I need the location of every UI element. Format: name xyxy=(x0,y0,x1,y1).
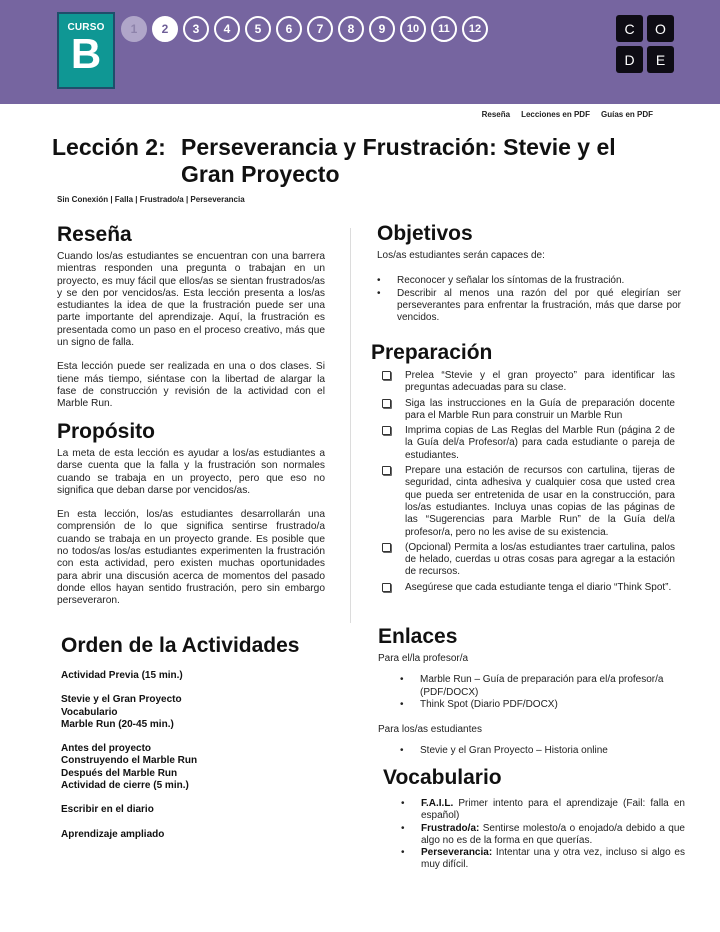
header-banner xyxy=(0,0,720,104)
vocabulario-heading: Vocabulario xyxy=(383,766,502,789)
logo-letter-e: E xyxy=(647,46,674,73)
activity-item[interactable]: Después del Marble Run xyxy=(61,767,178,779)
vocab-term: F.A.I.L. xyxy=(421,798,454,809)
prep-item: Siga las instrucciones en la Guía de preparación docente para el Marble Run para construir un Marble Run xyxy=(405,398,675,423)
lesson-2-button[interactable]: 2 xyxy=(152,16,178,42)
link-guias-pdf[interactable]: Guías en PDF xyxy=(600,110,653,119)
objetivos-list xyxy=(377,275,681,324)
vocab-term: Frustrado/a: xyxy=(421,822,480,834)
objetivos-section xyxy=(377,222,681,324)
orden-heading: Orden de la Actividades xyxy=(61,634,300,657)
lesson-12-button[interactable]: 12 xyxy=(462,16,488,42)
activity-item[interactable]: Aprendizaje ampliado xyxy=(61,828,165,840)
student-links-list xyxy=(378,745,688,757)
enlaces-heading: Enlaces xyxy=(378,625,458,648)
teacher-link[interactable]: • Think Spot (Diario PDF/DOCX) xyxy=(420,699,688,711)
activity-item[interactable]: Construyendo el Marble Run xyxy=(61,755,198,767)
course-label: CURSO xyxy=(67,22,105,33)
checkbox-icon[interactable] xyxy=(382,543,391,552)
lesson-navigation xyxy=(121,16,488,42)
prep-item: Prepare una estación de recursos con cartulina, tijeras de seguridad, cinta adhesiva y cualquier cosa que usted crea que pueda ser entretenida de usar en la construcción, para los/as estudiantes. Incluya unas copias de las páginas de las “Sugerencias para Marble Run” de la Guía del/a profesor/a, pero no les avise de su existencia. xyxy=(405,465,675,539)
activity-group xyxy=(61,829,329,841)
lesson-5-button[interactable]: 5 xyxy=(245,16,271,42)
checkbox-icon[interactable] xyxy=(382,583,391,592)
resena-heading: Reseña xyxy=(57,223,132,246)
lesson-8-button[interactable]: 8 xyxy=(338,16,364,42)
lesson-9-button[interactable]: 9 xyxy=(369,16,395,42)
preparacion-section xyxy=(371,341,675,597)
logo-letter-o: O xyxy=(647,15,674,42)
lesson-6-button[interactable]: 6 xyxy=(276,16,302,42)
activity-item[interactable]: Actividad de cierre (5 min.) xyxy=(61,780,189,792)
vocabulario-list xyxy=(383,798,685,872)
proposito-paragraph: En esta lección, los/as estudiantes desarrollarán una comprensión de lo que significa sentirse frustrado/a cuando se trabaja en un proyecto grande. Es posible que no todos/as los/as estudiantes experimenten la frustración con esta actividad, pero existen muchas oportunidades para abrir una discusión acerca de momentos del pasado donde ellos hayan sentido frustración, pero sin embargo perseveraron. xyxy=(57,509,325,607)
teacher-link[interactable]: • Marble Run – Guía de preparación para el/a profesor/a (PDF/DOCX) xyxy=(420,674,688,699)
preparacion-heading: Preparación xyxy=(371,341,493,364)
link-lecciones-pdf[interactable]: Lecciones en PDF xyxy=(521,110,590,119)
objective-item: • Describir al menos una razón del por qué elegirían ser perseverantes para enfrentar la frustración, más que darse por vencidos. xyxy=(397,288,681,325)
activity-group xyxy=(61,694,329,731)
activity-item[interactable]: Vocabulario xyxy=(61,706,118,718)
prep-item: Prelea “Stevie y el gran proyecto” para identificar las preguntas adecuadas para su clase. xyxy=(405,370,675,395)
checkbox-icon[interactable] xyxy=(382,371,391,380)
activity-item[interactable]: Stevie y el Gran Proyecto xyxy=(61,694,182,706)
checkbox-icon[interactable] xyxy=(382,426,391,435)
activity-group xyxy=(61,670,329,682)
teacher-links-list xyxy=(378,674,688,711)
page-title xyxy=(52,134,651,188)
student-link[interactable]: • Stevie y el Gran Proyecto – Historia online xyxy=(420,745,688,757)
proposito-section xyxy=(57,420,325,608)
column-divider xyxy=(350,228,351,623)
resena-paragraph: Cuando los/as estudiantes se encuentran con una barrera mientras responden una pregunta o trabajan en un proyecto, es muy fácil que ellos/as se sientan frustrados/as y se den por vencidos/as. Esta lección presenta a los/as estudiantes la idea de que la frustración puede ser una parte importante del aprendizaje. Aquí, la frustración es presentada como un paso en el proceso creativo, más que un signo de falla. xyxy=(57,251,325,349)
proposito-paragraph: La meta de esta lección es ayudar a los/as estudiantes a darse cuenta que la falla y la frustración son normales cuando se trabaja en un proyecto, pero que eso no significa que deban darse por vencidos/as. xyxy=(57,448,325,496)
lesson-1-button[interactable]: 1 xyxy=(121,16,147,42)
logo-letter-d: D xyxy=(616,46,643,73)
prep-item: Asegúrese que cada estudiante tenga el diario “Think Spot”. xyxy=(405,582,675,594)
checkbox-icon[interactable] xyxy=(382,466,391,475)
logo-letter-c: C xyxy=(616,15,643,42)
vocab-term: Perseverancia: xyxy=(421,847,493,859)
vocab-definition: Intentar una y otra vez, incluso si algo es muy difícil. xyxy=(421,847,685,871)
orden-section xyxy=(61,634,329,841)
lesson-tags: Sin Conexión | Falla | Frustrado/a | Perseverancia xyxy=(57,195,245,204)
objetivos-intro: Los/as estudiantes serán capaces de: xyxy=(377,250,545,261)
vocab-definition: Primer intento para el aprendizaje (Fail: falla en español) xyxy=(421,798,685,822)
lesson-number: Lección 2: xyxy=(52,134,166,160)
course-letter: B xyxy=(70,30,102,77)
enlaces-section xyxy=(378,625,688,758)
prep-item: (Opcional) Permita a los/as estudiantes traer cartulina, palos de helado, cuerdas u otras cosas para agregar a la estación de recursos. xyxy=(405,542,675,579)
proposito-heading: Propósito xyxy=(57,420,155,443)
lesson-4-button[interactable]: 4 xyxy=(214,16,240,42)
teacher-links-label: Para el/la profesor/a xyxy=(378,653,469,664)
activity-item[interactable]: Actividad Previa (15 min.) xyxy=(61,670,183,681)
vocab-item xyxy=(421,847,685,872)
vocab-definition: Sentirse molesto/a o enojado/a debido a que algo no es de la forma en que querías. xyxy=(421,822,685,846)
checkbox-icon[interactable] xyxy=(382,399,391,408)
lesson-title: Perseverancia y Frustración: Stevie y el Gran Proyecto xyxy=(181,134,616,187)
objetivos-heading: Objetivos xyxy=(377,222,473,245)
link-resena[interactable]: Reseña xyxy=(481,110,511,119)
activity-group xyxy=(61,743,329,792)
vocab-item xyxy=(421,798,685,823)
resena-section xyxy=(57,223,325,411)
top-links xyxy=(482,110,653,119)
lesson-11-button[interactable]: 11 xyxy=(431,16,457,42)
activity-item[interactable]: Antes del proyecto xyxy=(61,743,152,755)
code-org-logo[interactable] xyxy=(616,15,676,75)
activity-group xyxy=(61,804,329,816)
prep-item: Imprima copias de Las Reglas del Marble Run (página 2 de la Guía del/a Profesor/a) para cada estudiante o pareja de estudiantes. xyxy=(405,425,675,462)
vocabulario-section xyxy=(383,766,685,872)
preparacion-checklist xyxy=(371,370,675,594)
course-badge[interactable] xyxy=(57,12,115,89)
resena-paragraph: Esta lección puede ser realizada en una o dos clases. Si tiene más tiempo, siéntase con la libertad de alargar la fase de construcción y revisión de la actividad con el Marble Run. xyxy=(57,361,325,410)
activity-item[interactable]: Escribir en el diario xyxy=(61,804,154,816)
student-links-label: Para los/as estudiantes xyxy=(378,724,482,736)
lesson-7-button[interactable]: 7 xyxy=(307,16,333,42)
lesson-3-button[interactable]: 3 xyxy=(183,16,209,42)
activity-item[interactable]: Marble Run (20-45 min.) xyxy=(61,718,174,730)
objective-item: • Reconocer y señalar los síntomas de la frustración. xyxy=(397,275,681,287)
lesson-10-button[interactable]: 10 xyxy=(400,16,426,42)
vocab-item xyxy=(421,823,685,848)
